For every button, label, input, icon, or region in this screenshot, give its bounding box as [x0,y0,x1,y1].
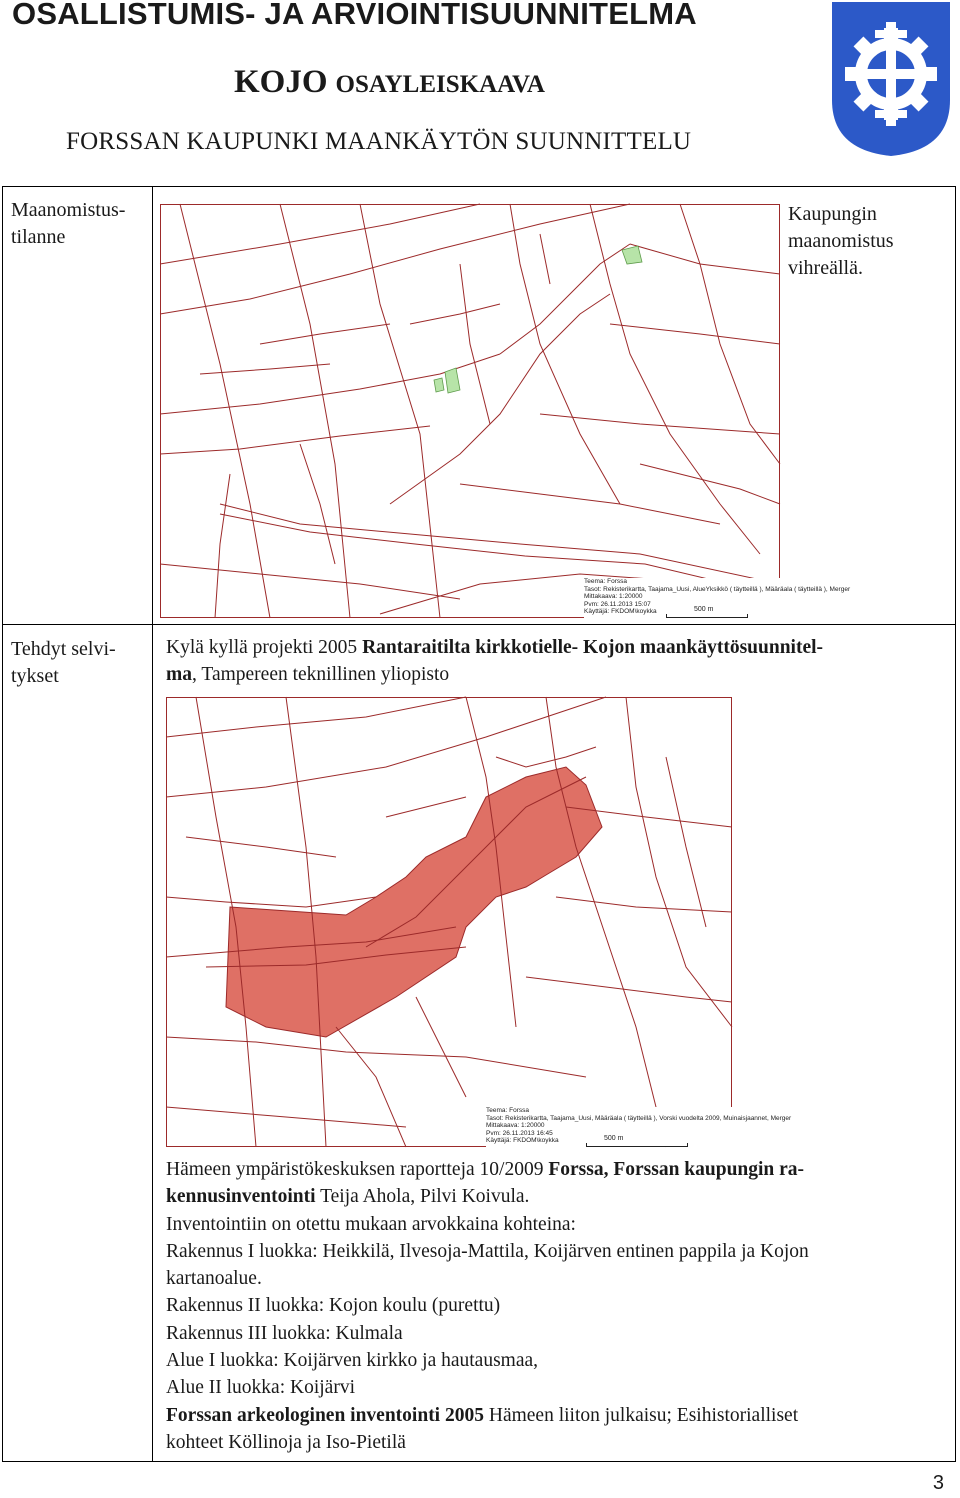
project-intro [166,634,946,689]
intro-plain: , Tampereen teknillinen yliopisto [192,664,450,686]
legend-line: Käyttäjä: FKDOM\koykka [486,1137,559,1145]
document-subtitle [234,64,545,101]
legend-line: Tasot: Rekisterikartta, Taajama_Uusi, Määräala ( täytteillä ), Vorski vuodelta 2009, Muinaisjaannet, Merger [486,1114,792,1122]
table-border-top [2,186,956,187]
legend-line: Teema: Forssa [486,1107,529,1114]
legend-line: Käyttäjä: FKDOM\koykka [584,608,657,616]
legend-line: Pvm: 26.11.2013 16:45 [486,1129,553,1137]
label-line: Tehdyt selvi- [11,638,116,660]
table-border-left [2,186,3,1462]
paragraph: Alue I luokka: Koijärven kirkko ja hautausmaa, [166,1350,539,1372]
table-border-right [955,186,956,1462]
label-line: tykset [11,665,59,687]
paragraph [166,1402,946,1429]
text-bold: Forssa, Forssan kaupungin ra- [548,1159,805,1180]
intro-bold: ma [166,664,192,686]
note-line: Kaupungin [788,203,877,225]
inventory-text [166,1156,946,1456]
paragraph [166,1156,946,1183]
table-border-mid [2,624,956,625]
subtitle-kojo: KOJO [234,64,328,100]
text-plain: Teija Ahola, Pilvi Koivula. [315,1186,530,1208]
intro-plain: Kylä kyllä projekti 2005 [166,637,363,658]
label-line: Maanomistus- [11,199,126,221]
study-area-map [166,697,792,1147]
row-label-selvitykset [11,636,116,690]
intro-line2 [166,661,946,688]
legend-line: Tasot: Rekisterikartta, Taajama_Uusi, AlueYksikkö ( täytteillä ), Määräala ( täytteillä ), Merger [584,585,851,593]
paragraph: Rakennus III luokka: Kulmala [166,1322,403,1344]
note-line: vihreällä. [788,257,863,279]
page-number: 3 [932,1472,944,1494]
map-study-area [166,697,792,1147]
paragraph: Alue II luokka: Koijärvi [166,1377,355,1399]
text-plain: Hämeen liiton julkaisu; Esihistorialliset [483,1404,799,1426]
scale-bar [586,1143,688,1147]
legend-line: Mittakaava: 1:20000 [584,593,643,601]
intro-bold: Rantaraitilta kirkkotielle- Kojon maankäyttösuunnitel- [362,637,824,658]
text-bold: kennusinventointi [166,1186,316,1208]
intro-line1 [166,634,946,661]
scale-label: 500 m [694,606,714,613]
document-title: OSALLISTUMIS- JA ARVIOINTISUUNNITELMA [12,0,697,31]
paragraph [166,1183,946,1210]
text-plain: Hämeen ympäristökeskuksen raportteja 10/2009 [166,1159,549,1180]
map-legend-box [486,1107,792,1147]
table-border-bottom [2,1461,956,1462]
legend-line: Teema: Forssa [584,578,627,585]
label-line: tilanne [11,226,66,248]
paragraph: kartanoalue. [166,1268,262,1290]
note-line: maanomistus [788,230,894,252]
legend-line: Pvm: 26.11.2013 15:07 [584,600,651,608]
map-legend-box [584,578,851,618]
paragraph: kohteet Köllinoja ja Iso-Pietilä [166,1431,406,1453]
legend-line: Mittakaava: 1:20000 [486,1122,545,1130]
subtitle-osayleiskaava: OSAYLEISKAAVA [335,71,545,98]
paragraph: Rakennus I luokka: Heikkilä, Ilvesoja-Mattila, Koijärven entinen pappila ja Kojon [166,1240,809,1262]
scale-bar [666,614,748,618]
coat-of-arms-icon [830,0,952,158]
scale-label: 500 m [604,1135,624,1142]
text-bold: Forssan arkeologinen inventointi 2005 [166,1404,484,1426]
ownership-note [788,201,894,282]
row-label-maanomistus [11,197,125,251]
table-column-divider [152,186,153,1462]
organization-line: FORSSAN KAUPUNKI MAANKÄYTÖN SUUNNITTELU [66,128,692,155]
paragraph: Inventointiin on otettu mukaan arvokkaina kohteina: [166,1213,576,1235]
paragraph: Rakennus II luokka: Kojon koulu (purettu) [166,1295,501,1317]
